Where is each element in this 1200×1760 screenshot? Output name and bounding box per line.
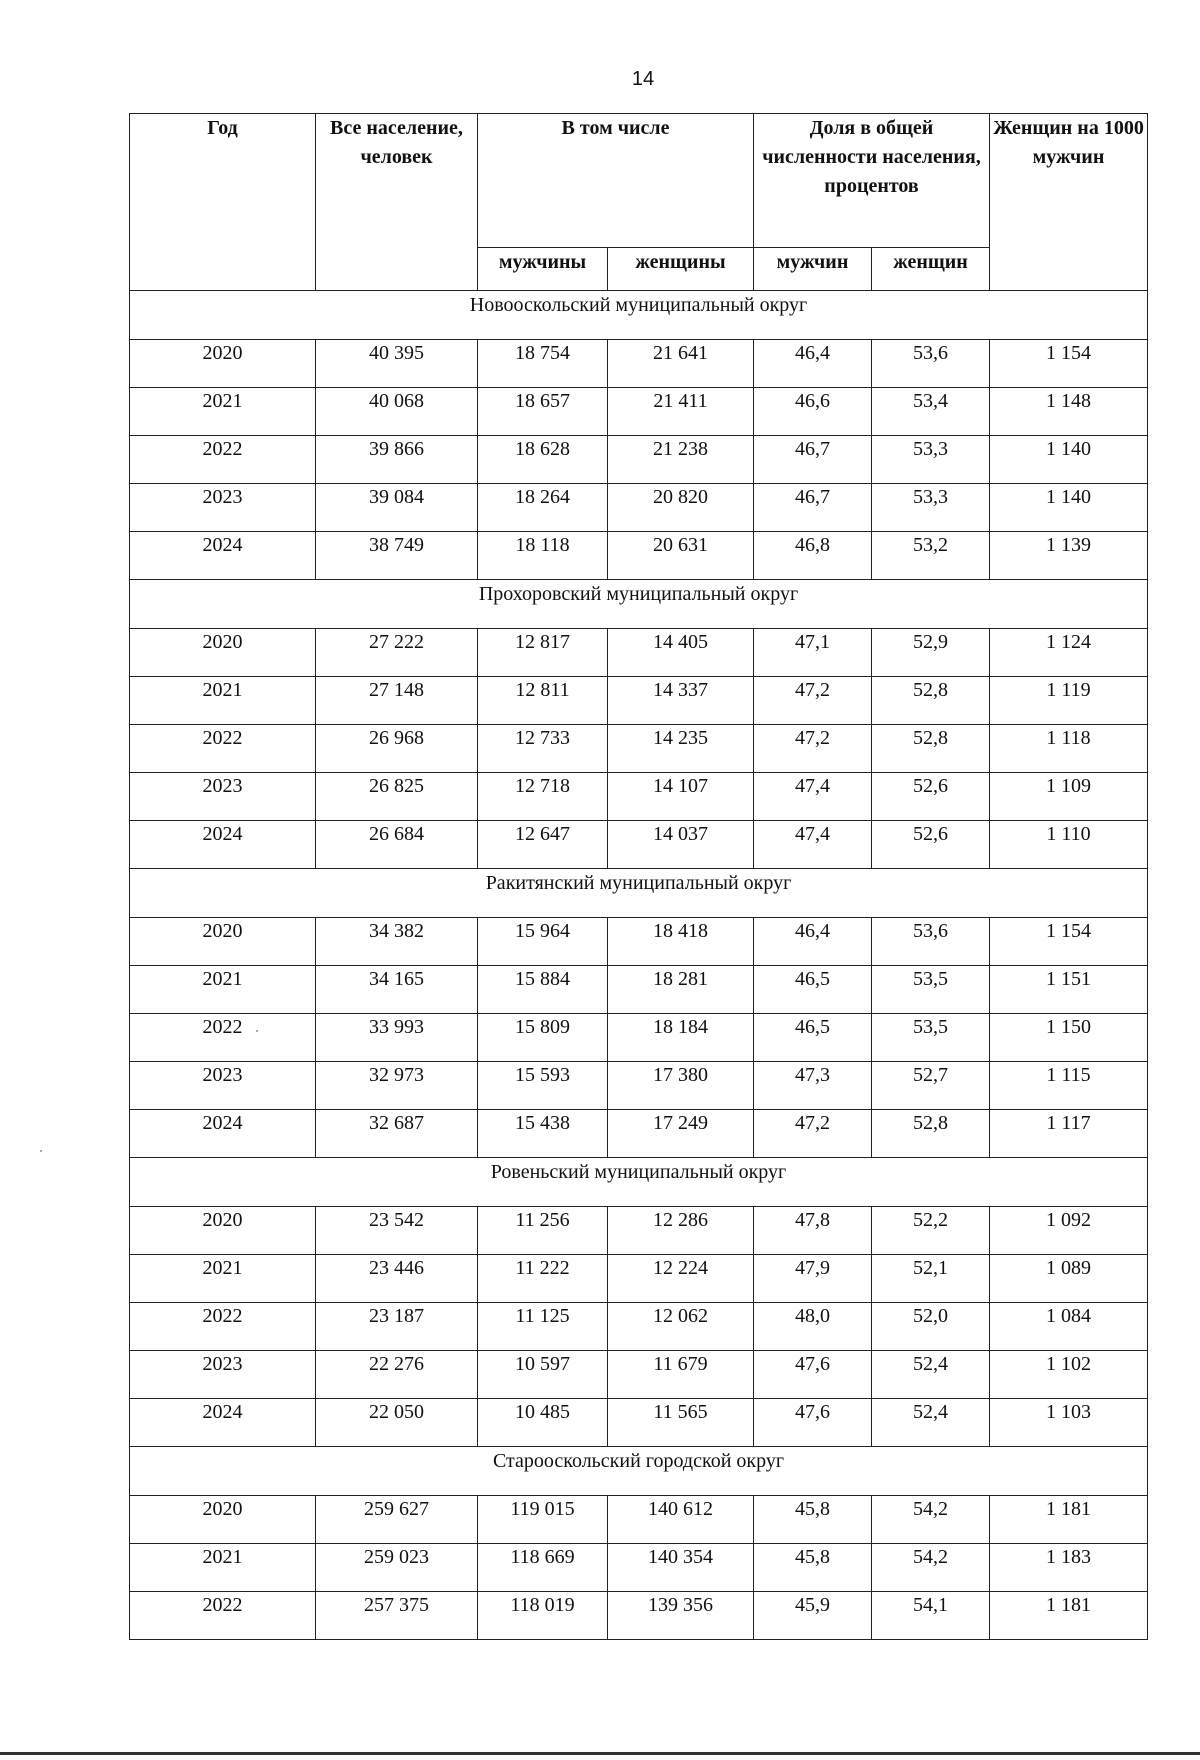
table-row <box>130 1207 1148 1255</box>
year-cell: 2022 <box>130 725 316 773</box>
total-population-cell: 23 187 <box>316 1303 478 1351</box>
group-header-row <box>130 580 1148 629</box>
year-cell: 2023 <box>130 484 316 532</box>
men-share-cell: 47,4 <box>754 821 872 869</box>
total-population-cell: 40 395 <box>316 340 478 388</box>
men-share-cell: 47,2 <box>754 677 872 725</box>
men-count-cell: 15 593 <box>478 1062 608 1110</box>
total-population-cell: 259 023 <box>316 1544 478 1592</box>
ratio-cell: 1 089 <box>990 1255 1148 1303</box>
ratio-cell: 1 148 <box>990 388 1148 436</box>
group-name: Новооскольский муниципальный округ <box>130 291 1148 340</box>
header-men-count: мужчины <box>478 248 608 291</box>
women-share-cell: 53,3 <box>872 436 990 484</box>
ratio-cell: 1 092 <box>990 1207 1148 1255</box>
women-count-cell: 21 238 <box>608 436 754 484</box>
women-count-cell: 12 224 <box>608 1255 754 1303</box>
women-count-cell: 20 631 <box>608 532 754 580</box>
group-name: Ракитянский муниципальный округ <box>130 869 1148 918</box>
men-count-cell: 119 015 <box>478 1496 608 1544</box>
total-population-cell: 22 276 <box>316 1351 478 1399</box>
ratio-cell: 1 115 <box>990 1062 1148 1110</box>
women-count-cell: 21 411 <box>608 388 754 436</box>
total-population-cell: 27 148 <box>316 677 478 725</box>
women-count-cell: 14 235 <box>608 725 754 773</box>
year-cell: 2021 <box>130 1255 316 1303</box>
table-row <box>130 918 1148 966</box>
ratio-cell: 1 102 <box>990 1351 1148 1399</box>
total-population-cell: 26 684 <box>316 821 478 869</box>
men-count-cell: 12 733 <box>478 725 608 773</box>
total-population-cell: 259 627 <box>316 1496 478 1544</box>
women-share-cell: 52,0 <box>872 1303 990 1351</box>
total-population-cell: 26 825 <box>316 773 478 821</box>
group-name: Прохоровский муниципальный округ <box>130 580 1148 629</box>
year-cell: 2020 <box>130 629 316 677</box>
men-share-cell: 47,6 <box>754 1399 872 1447</box>
women-share-cell: 52,8 <box>872 725 990 773</box>
total-population-cell: 34 382 <box>316 918 478 966</box>
group-name: Ровеньский муниципальный округ <box>130 1158 1148 1207</box>
ratio-cell: 1 119 <box>990 677 1148 725</box>
table-row <box>130 966 1148 1014</box>
men-share-cell: 47,8 <box>754 1207 872 1255</box>
year-cell: 2021 <box>130 388 316 436</box>
men-count-cell: 12 718 <box>478 773 608 821</box>
year-cell: 2022 <box>130 436 316 484</box>
table-row <box>130 821 1148 869</box>
women-count-cell: 140 612 <box>608 1496 754 1544</box>
women-count-cell: 14 337 <box>608 677 754 725</box>
year-cell: 2023 <box>130 1351 316 1399</box>
group-name: Старооскольский городской округ <box>130 1447 1148 1496</box>
table-row <box>130 1592 1148 1640</box>
men-share-cell: 47,2 <box>754 1110 872 1158</box>
year-cell: 2024 <box>130 532 316 580</box>
table-row <box>130 725 1148 773</box>
ratio-cell: 1 103 <box>990 1399 1148 1447</box>
men-count-cell: 12 817 <box>478 629 608 677</box>
men-share-cell: 45,9 <box>754 1592 872 1640</box>
women-count-cell: 17 249 <box>608 1110 754 1158</box>
women-count-cell: 11 565 <box>608 1399 754 1447</box>
table-row <box>130 340 1148 388</box>
total-population-cell: 257 375 <box>316 1592 478 1640</box>
women-share-cell: 53,5 <box>872 966 990 1014</box>
ratio-cell: 1 183 <box>990 1544 1148 1592</box>
header-women-share: женщин <box>872 248 990 291</box>
women-count-cell: 18 184 <box>608 1014 754 1062</box>
men-count-cell: 18 118 <box>478 532 608 580</box>
women-share-cell: 53,5 <box>872 1014 990 1062</box>
header-share: Доля в общей численности населения, процентов <box>754 114 990 248</box>
ratio-cell: 1 110 <box>990 821 1148 869</box>
men-share-cell: 45,8 <box>754 1544 872 1592</box>
total-population-cell: 32 973 <box>316 1062 478 1110</box>
men-count-cell: 10 597 <box>478 1351 608 1399</box>
men-count-cell: 118 669 <box>478 1544 608 1592</box>
total-population-cell: 23 542 <box>316 1207 478 1255</box>
table-row <box>130 1062 1148 1110</box>
table-row <box>130 1496 1148 1544</box>
women-share-cell: 53,2 <box>872 532 990 580</box>
men-count-cell: 11 125 <box>478 1303 608 1351</box>
women-share-cell: 52,7 <box>872 1062 990 1110</box>
men-count-cell: 15 884 <box>478 966 608 1014</box>
men-count-cell: 12 811 <box>478 677 608 725</box>
women-share-cell: 52,9 <box>872 629 990 677</box>
group-header-row <box>130 291 1148 340</box>
table-row <box>130 1014 1148 1062</box>
men-share-cell: 47,1 <box>754 629 872 677</box>
men-share-cell: 48,0 <box>754 1303 872 1351</box>
total-population-cell: 39 084 <box>316 484 478 532</box>
total-population-cell: 32 687 <box>316 1110 478 1158</box>
page-number: 14 <box>631 68 655 90</box>
total-population-cell: 27 222 <box>316 629 478 677</box>
women-count-cell: 20 820 <box>608 484 754 532</box>
men-share-cell: 47,4 <box>754 773 872 821</box>
year-cell: 2021 <box>130 1544 316 1592</box>
men-share-cell: 46,4 <box>754 340 872 388</box>
population-table <box>129 113 1148 1640</box>
table-body <box>130 291 1148 1640</box>
men-share-cell: 47,2 <box>754 725 872 773</box>
header-total-population: Все население, человек <box>316 114 478 291</box>
total-population-cell: 22 050 <box>316 1399 478 1447</box>
women-count-cell: 18 418 <box>608 918 754 966</box>
year-cell: 2022 <box>130 1014 316 1062</box>
women-count-cell: 12 286 <box>608 1207 754 1255</box>
men-count-cell: 18 628 <box>478 436 608 484</box>
women-count-cell: 11 679 <box>608 1351 754 1399</box>
total-population-cell: 40 068 <box>316 388 478 436</box>
table-row <box>130 532 1148 580</box>
total-population-cell: 38 749 <box>316 532 478 580</box>
women-share-cell: 52,8 <box>872 677 990 725</box>
women-count-cell: 17 380 <box>608 1062 754 1110</box>
year-cell: 2020 <box>130 340 316 388</box>
ratio-cell: 1 109 <box>990 773 1148 821</box>
men-share-cell: 46,8 <box>754 532 872 580</box>
year-cell: 2023 <box>130 773 316 821</box>
year-cell: 2022 <box>130 1303 316 1351</box>
men-count-cell: 18 657 <box>478 388 608 436</box>
header-year: Год <box>130 114 316 291</box>
women-share-cell: 53,3 <box>872 484 990 532</box>
header-including: В том числе <box>478 114 754 248</box>
table-row <box>130 1303 1148 1351</box>
table-row <box>130 484 1148 532</box>
women-share-cell: 54,1 <box>872 1592 990 1640</box>
year-cell: 2020 <box>130 1496 316 1544</box>
men-count-cell: 11 222 <box>478 1255 608 1303</box>
ratio-cell: 1 154 <box>990 918 1148 966</box>
women-count-cell: 14 405 <box>608 629 754 677</box>
ratio-cell: 1 181 <box>990 1592 1148 1640</box>
year-cell: 2021 <box>130 966 316 1014</box>
men-share-cell: 47,6 <box>754 1351 872 1399</box>
men-share-cell: 46,7 <box>754 436 872 484</box>
total-population-cell: 39 866 <box>316 436 478 484</box>
ratio-cell: 1 084 <box>990 1303 1148 1351</box>
year-cell: 2020 <box>130 1207 316 1255</box>
table-row <box>130 1399 1148 1447</box>
table-row <box>130 388 1148 436</box>
women-share-cell: 54,2 <box>872 1544 990 1592</box>
table-row <box>130 1110 1148 1158</box>
women-count-cell: 18 281 <box>608 966 754 1014</box>
women-share-cell: 54,2 <box>872 1496 990 1544</box>
men-count-cell: 11 256 <box>478 1207 608 1255</box>
year-cell: 2024 <box>130 821 316 869</box>
women-share-cell: 52,6 <box>872 821 990 869</box>
ratio-cell: 1 140 <box>990 436 1148 484</box>
group-header-row <box>130 1447 1148 1496</box>
men-count-cell: 15 438 <box>478 1110 608 1158</box>
table-row <box>130 1544 1148 1592</box>
year-cell: 2024 <box>130 1399 316 1447</box>
men-share-cell: 45,8 <box>754 1496 872 1544</box>
header-women-per-1000-men: Женщин на 1000 мужчин <box>990 114 1148 291</box>
header-women-count: женщины <box>608 248 754 291</box>
men-share-cell: 46,5 <box>754 966 872 1014</box>
ratio-cell: 1 150 <box>990 1014 1148 1062</box>
men-share-cell: 46,6 <box>754 388 872 436</box>
table-row <box>130 1351 1148 1399</box>
total-population-cell: 33 993 <box>316 1014 478 1062</box>
year-cell: 2024 <box>130 1110 316 1158</box>
table-row <box>130 436 1148 484</box>
women-share-cell: 53,4 <box>872 388 990 436</box>
women-share-cell: 52,6 <box>872 773 990 821</box>
men-share-cell: 46,5 <box>754 1014 872 1062</box>
ratio-cell: 1 124 <box>990 629 1148 677</box>
total-population-cell: 26 968 <box>316 725 478 773</box>
year-cell: 2022 <box>130 1592 316 1640</box>
men-count-cell: 18 264 <box>478 484 608 532</box>
header-men-share: мужчин <box>754 248 872 291</box>
ratio-cell: 1 139 <box>990 532 1148 580</box>
women-share-cell: 52,4 <box>872 1351 990 1399</box>
men-share-cell: 47,3 <box>754 1062 872 1110</box>
women-count-cell: 14 107 <box>608 773 754 821</box>
women-count-cell: 12 062 <box>608 1303 754 1351</box>
men-count-cell: 12 647 <box>478 821 608 869</box>
men-count-cell: 10 485 <box>478 1399 608 1447</box>
year-cell: 2023 <box>130 1062 316 1110</box>
total-population-cell: 34 165 <box>316 966 478 1014</box>
women-share-cell: 53,6 <box>872 918 990 966</box>
year-cell: 2020 <box>130 918 316 966</box>
women-share-cell: 52,8 <box>872 1110 990 1158</box>
men-share-cell: 46,7 <box>754 484 872 532</box>
women-share-cell: 52,1 <box>872 1255 990 1303</box>
women-count-cell: 14 037 <box>608 821 754 869</box>
men-count-cell: 15 809 <box>478 1014 608 1062</box>
ratio-cell: 1 118 <box>990 725 1148 773</box>
ratio-cell: 1 151 <box>990 966 1148 1014</box>
men-share-cell: 46,4 <box>754 918 872 966</box>
year-cell: 2021 <box>130 677 316 725</box>
ratio-cell: 1 140 <box>990 484 1148 532</box>
total-population-cell: 23 446 <box>316 1255 478 1303</box>
women-count-cell: 21 641 <box>608 340 754 388</box>
women-count-cell: 139 356 <box>608 1592 754 1640</box>
women-share-cell: 52,2 <box>872 1207 990 1255</box>
men-count-cell: 15 964 <box>478 918 608 966</box>
bottom-rule <box>0 1752 1200 1755</box>
table-row <box>130 773 1148 821</box>
men-count-cell: 118 019 <box>478 1592 608 1640</box>
ratio-cell: 1 181 <box>990 1496 1148 1544</box>
men-count-cell: 18 754 <box>478 340 608 388</box>
women-share-cell: 52,4 <box>872 1399 990 1447</box>
group-header-row <box>130 1158 1148 1207</box>
ratio-cell: 1 117 <box>990 1110 1148 1158</box>
ratio-cell: 1 154 <box>990 340 1148 388</box>
women-count-cell: 140 354 <box>608 1544 754 1592</box>
table-row <box>130 629 1148 677</box>
men-share-cell: 47,9 <box>754 1255 872 1303</box>
group-header-row <box>130 869 1148 918</box>
table-row <box>130 1255 1148 1303</box>
women-share-cell: 53,6 <box>872 340 990 388</box>
table-row <box>130 677 1148 725</box>
